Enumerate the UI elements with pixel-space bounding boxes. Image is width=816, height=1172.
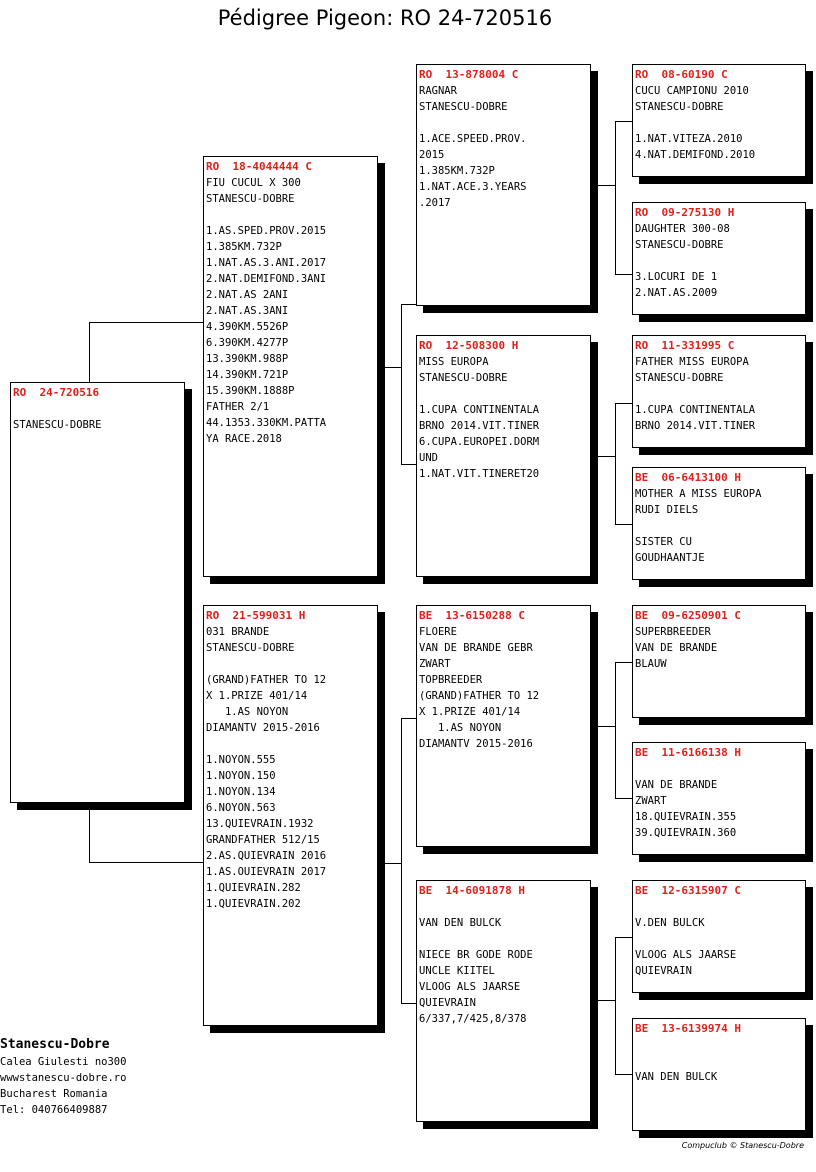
pigeon-info-line: 3.LOCURI DE 1 <box>635 271 718 283</box>
pigeon-info-line: STANESCU-DOBRE <box>419 101 508 113</box>
pigeon-info-line: 1.AS NOYON <box>206 706 289 718</box>
pigeon-info-line: QUIEVRAIN <box>635 965 692 977</box>
pigeon-info <box>419 899 590 1027</box>
pigeon-info-line: FATHER MISS EUROPA <box>635 356 749 368</box>
pigeon-info-line: 1.NAT.AS.3.ANI.2017 <box>206 257 327 269</box>
pigeon-info-line: (GRAND)FATHER TO 12 <box>206 674 327 686</box>
pigeon-info-line: 2.AS.QUIEVRAIN 2016 <box>206 850 327 862</box>
breeder-address: Calea Giulesti no300 <box>0 1056 127 1068</box>
pigeon-info-line: 2.NAT.AS.3ANI <box>206 305 289 317</box>
pigeon-info-line: 1.CUPA CONTINENTALA <box>419 404 540 416</box>
pigeon-info <box>635 899 805 979</box>
connector-line <box>377 367 401 368</box>
connector-line <box>615 121 633 122</box>
pigeon-info-line <box>635 931 805 947</box>
connector-line <box>615 274 633 275</box>
pigeon-info-line: VAN DE BRANDE <box>635 779 718 791</box>
connector-line <box>401 863 402 1004</box>
pigeon-info-line <box>419 115 590 131</box>
pigeon-info-line: 6.CUPA.EUROPEI.DORM <box>419 436 540 448</box>
pigeon-info-line: DIAMANTV 2015-2016 <box>419 738 533 750</box>
connector-line <box>590 726 616 727</box>
pigeon-info-line <box>419 386 590 402</box>
pigeon-info-line: 1.QUIEVRAIN.282 <box>206 882 301 894</box>
pigeon-info-line: RAGNAR <box>419 85 457 97</box>
pigeon-info-line: BRNO 2014.VIT.TINER <box>635 420 756 432</box>
pigeon-info-line: STANESCU-DOBRE <box>635 101 724 113</box>
pigeon-info <box>13 401 184 433</box>
pigeon-info-line <box>635 518 805 534</box>
pigeon-card-ggm-1 <box>632 202 806 315</box>
pigeon-info-line: ZWART <box>635 795 667 807</box>
pigeon-card-father <box>203 156 378 577</box>
pigeon-info-line: 13.QUIEVRAIN.1932 <box>206 818 314 830</box>
pigeon-info-line: DIAMANTV 2015-2016 <box>206 722 320 734</box>
connector-line <box>590 1000 616 1001</box>
pigeon-info-line: 1.QUIEVRAIN.202 <box>206 898 301 910</box>
connector-line <box>401 718 402 864</box>
ring-number: BE 06-6413100 H <box>635 471 741 484</box>
pigeon-info-line: FATHER 2/1 <box>206 401 270 413</box>
ring-number: BE 13-6139974 H <box>635 1022 741 1035</box>
connector-line <box>615 726 616 799</box>
pigeon-info <box>419 354 590 482</box>
pigeon-info-line <box>419 931 590 947</box>
pigeon-info-line: BLAUW <box>635 658 667 670</box>
breeder-phone: Tel: 040766409887 <box>0 1104 108 1116</box>
pigeon-info-line: 1.385KM.732P <box>206 241 282 253</box>
pigeon-info-line <box>206 736 377 752</box>
connector-line <box>615 662 633 663</box>
breeder-name: Stanescu-Dobre <box>0 1037 110 1052</box>
connector-line <box>401 304 417 305</box>
pigeon-info-line: .2017 <box>419 197 451 209</box>
connector-line <box>590 185 616 186</box>
pigeon-info-line: 2.NAT.DEMIFOND.3ANI <box>206 273 327 285</box>
pigeon-info-line: VAN DE BRANDE <box>635 642 718 654</box>
pigeon-info-line: 4.390KM.5526P <box>206 321 289 333</box>
pigeon-info-line: 1.AS NOYON <box>419 722 502 734</box>
connector-line <box>401 367 402 465</box>
connector-line <box>401 1003 417 1004</box>
pigeon-info-line: 1.CUPA CONTINENTALA <box>635 404 756 416</box>
ring-number: RO 08-60190 C <box>635 68 728 81</box>
pigeon-info-line: ZWART <box>419 658 451 670</box>
ring-number: RO 09-275130 H <box>635 206 735 219</box>
connector-line <box>615 662 616 727</box>
pigeon-info-line: STANESCU-DOBRE <box>635 372 724 384</box>
pigeon-info-line: FIU CUCUL X 300 <box>206 177 301 189</box>
pigeon-info-line <box>635 899 805 915</box>
pigeon-info-line: 39.QUIEVRAIN.360 <box>635 827 737 839</box>
pigeon-info-line: MISS EUROPA <box>419 356 489 368</box>
pigeon-card-paternal-grandfather <box>416 64 591 306</box>
connector-line <box>615 403 616 457</box>
pigeon-info-line: 6.390KM.4277P <box>206 337 289 349</box>
pigeon-info-line <box>635 115 805 131</box>
pigeon-info-line <box>206 207 377 223</box>
pigeon-info-line: 1.NAT.VITEZA.2010 <box>635 133 743 145</box>
pigeon-info-line: 18.QUIEVRAIN.355 <box>635 811 737 823</box>
pigeon-info-line <box>635 386 805 402</box>
pigeon-info-line: VLOOG ALS JAARSE <box>419 981 521 993</box>
pigeon-info-line: STANESCU-DOBRE <box>206 642 295 654</box>
pigeon-info-line: 4.NAT.DEMIFOND.2010 <box>635 149 756 161</box>
pigeon-info-line: GOUDHAANTJE <box>635 552 705 564</box>
pigeon-card-mother <box>203 605 378 1026</box>
pigeon-info-line: 2.NAT.AS 2ANI <box>206 289 289 301</box>
ring-number: BE 12-6315907 C <box>635 884 741 897</box>
pigeon-info-line <box>419 899 590 915</box>
pigeon-card-ggf-4 <box>632 880 806 993</box>
connector-line <box>615 185 616 275</box>
connector-line <box>615 121 616 186</box>
pigeon-info <box>635 354 805 434</box>
software-credit: Compuclub © Stanescu-Dobre <box>681 1141 804 1150</box>
pigeon-info-line: MOTHER A MISS EUROPA <box>635 488 762 500</box>
breeder-website: wwwstanescu-dobre.ro <box>0 1072 127 1084</box>
pigeon-info <box>635 221 805 301</box>
pigeon-info-line: 2015 <box>419 149 445 161</box>
pigeon-info-line: 2.NAT.AS.2009 <box>635 287 718 299</box>
pigeon-info-line: X 1.PRIZE 401/14 <box>419 706 521 718</box>
pigeon-info <box>635 83 805 163</box>
pigeon-info-line: BRNO 2014.VIT.TINER <box>419 420 540 432</box>
pigeon-info <box>635 486 805 566</box>
connector-line <box>401 718 417 719</box>
pigeon-info-line: UND <box>419 452 438 464</box>
pigeon-info-line: FLOERE <box>419 626 457 638</box>
pigeon-info-line: VLOOG ALS JAARSE <box>635 949 737 961</box>
pigeon-info <box>635 761 805 841</box>
connector-line <box>590 456 616 457</box>
connector-line <box>615 403 633 404</box>
connector-line <box>615 524 633 525</box>
connector-line <box>615 798 633 799</box>
page-title: Pédigree Pigeon: RO 24-720516 <box>217 6 553 30</box>
pigeon-info-line: 44.1353.330KM.PATTA <box>206 417 327 429</box>
pigeon-info-line: 14.390KM.721P <box>206 369 289 381</box>
pigeon-info-line: X 1.PRIZE 401/14 <box>206 690 308 702</box>
pigeon-info-line: 1.NAT.VIT.TINERET20 <box>419 468 540 480</box>
ring-number: BE 09-6250901 C <box>635 609 741 622</box>
ring-number: BE 14-6091878 H <box>419 884 525 897</box>
pigeon-card-paternal-grandmother <box>416 335 591 577</box>
pigeon-info-line: YA RACE.2018 <box>206 433 282 445</box>
pigeon-card-subject <box>10 382 185 803</box>
pigeon-info-line: STANESCU-DOBRE <box>13 419 102 431</box>
connector-line <box>615 937 633 938</box>
ring-number: RO 24-720516 <box>13 386 100 399</box>
connector-line <box>401 464 417 465</box>
pigeon-info-line <box>635 1037 805 1053</box>
pigeon-info <box>419 624 590 752</box>
pigeon-info <box>206 175 377 447</box>
ring-number: RO 18-4044444 C <box>206 160 312 173</box>
pigeon-info-line <box>206 656 377 672</box>
pigeon-card-ggm-2 <box>632 467 806 580</box>
pigeon-info-line: 6.NOYON.563 <box>206 802 276 814</box>
pigeon-info-line: VAN DE BRANDE GEBR <box>419 642 533 654</box>
pigeon-info-line: 6/337,7/425,8/378 <box>419 1013 527 1025</box>
connector-line <box>615 1074 633 1075</box>
ring-number: BE 13-6150288 C <box>419 609 525 622</box>
connector-line <box>89 322 204 323</box>
ring-number: RO 13-878004 C <box>419 68 519 81</box>
pigeon-info <box>635 1037 805 1085</box>
pigeon-card-ggm-3 <box>632 742 806 855</box>
pigeon-info-line: SUPERBREEDER <box>635 626 711 638</box>
pigeon-info-line <box>635 761 805 777</box>
pigeon-info-line: 1.NAT.ACE.3.YEARS <box>419 181 527 193</box>
connector-line <box>615 937 616 1001</box>
pigeon-info <box>206 624 377 912</box>
pigeon-info-line: SISTER CU <box>635 536 692 548</box>
pigeon-info-line: 13.390KM.988P <box>206 353 289 365</box>
pigeon-info-line: 1.385KM.732P <box>419 165 495 177</box>
pigeon-info-line: STANESCU-DOBRE <box>635 239 724 251</box>
pigeon-info-line: STANESCU-DOBRE <box>419 372 508 384</box>
pigeon-card-maternal-grandmother <box>416 880 591 1122</box>
pigeon-card-ggf-2 <box>632 335 806 448</box>
pigeon-info-line: 1.NOYON.555 <box>206 754 276 766</box>
pigeon-info-line: 1.NOYON.150 <box>206 770 276 782</box>
connector-line <box>89 322 90 384</box>
ring-number: RO 21-599031 H <box>206 609 306 622</box>
pigeon-info-line: VAN DEN BULCK <box>635 1071 718 1083</box>
pigeon-info-line <box>635 253 805 269</box>
pigeon-info-line <box>635 1053 805 1069</box>
pigeon-info-line: QUIEVRAIN <box>419 997 476 1009</box>
breeder-city: Bucharest Romania <box>0 1088 108 1100</box>
connector-line <box>89 862 204 863</box>
pigeon-info-line: GRANDFATHER 512/15 <box>206 834 320 846</box>
pigeon-info-line: 031 BRANDE <box>206 626 270 638</box>
pigeon-card-ggm-4 <box>632 1018 806 1131</box>
pigeon-info-line: NIECE BR GODE RODE <box>419 949 533 961</box>
ring-number: RO 12-508300 H <box>419 339 519 352</box>
ring-number: BE 11-6166138 H <box>635 746 741 759</box>
connector-line <box>615 456 616 525</box>
pigeon-card-ggf-3 <box>632 605 806 718</box>
ring-number: RO 11-331995 C <box>635 339 735 352</box>
connector-line <box>89 802 90 863</box>
pigeon-info-line: VAN DEN BULCK <box>419 917 502 929</box>
pigeon-info-line: TOPBREEDER <box>419 674 483 686</box>
connector-line <box>377 863 401 864</box>
pigeon-info <box>635 624 805 672</box>
pigeon-info-line: UNCLE KIITEL <box>419 965 495 977</box>
pigeon-info-line: 1.AS.SPED.PROV.2015 <box>206 225 327 237</box>
connector-line <box>615 1000 616 1075</box>
pigeon-info-line: DAUGHTER 300-08 <box>635 223 730 235</box>
pigeon-info-line: 15.390KM.1888P <box>206 385 295 397</box>
breeder-info <box>0 1036 126 1118</box>
pigeon-info <box>419 83 590 211</box>
pigeon-info-line: (GRAND)FATHER TO 12 <box>419 690 540 702</box>
pigeon-info-line: 1.AS.OUIEVRAIN 2017 <box>206 866 327 878</box>
pigeon-info-line: CUCU CAMPIONU 2010 <box>635 85 749 97</box>
pigeon-card-maternal-grandfather <box>416 605 591 847</box>
pigeon-info-line: 1.NOYON.134 <box>206 786 276 798</box>
pigeon-card-ggf-1 <box>632 64 806 177</box>
pigeon-info-line: RUDI DIELS <box>635 504 699 516</box>
pigeon-info-line: V.DEN BULCK <box>635 917 705 929</box>
pigeon-info-line: 1.ACE.SPEED.PROV. <box>419 133 527 145</box>
pigeon-info-line <box>13 401 184 417</box>
connector-line <box>401 304 402 368</box>
pigeon-info-line: STANESCU-DOBRE <box>206 193 295 205</box>
